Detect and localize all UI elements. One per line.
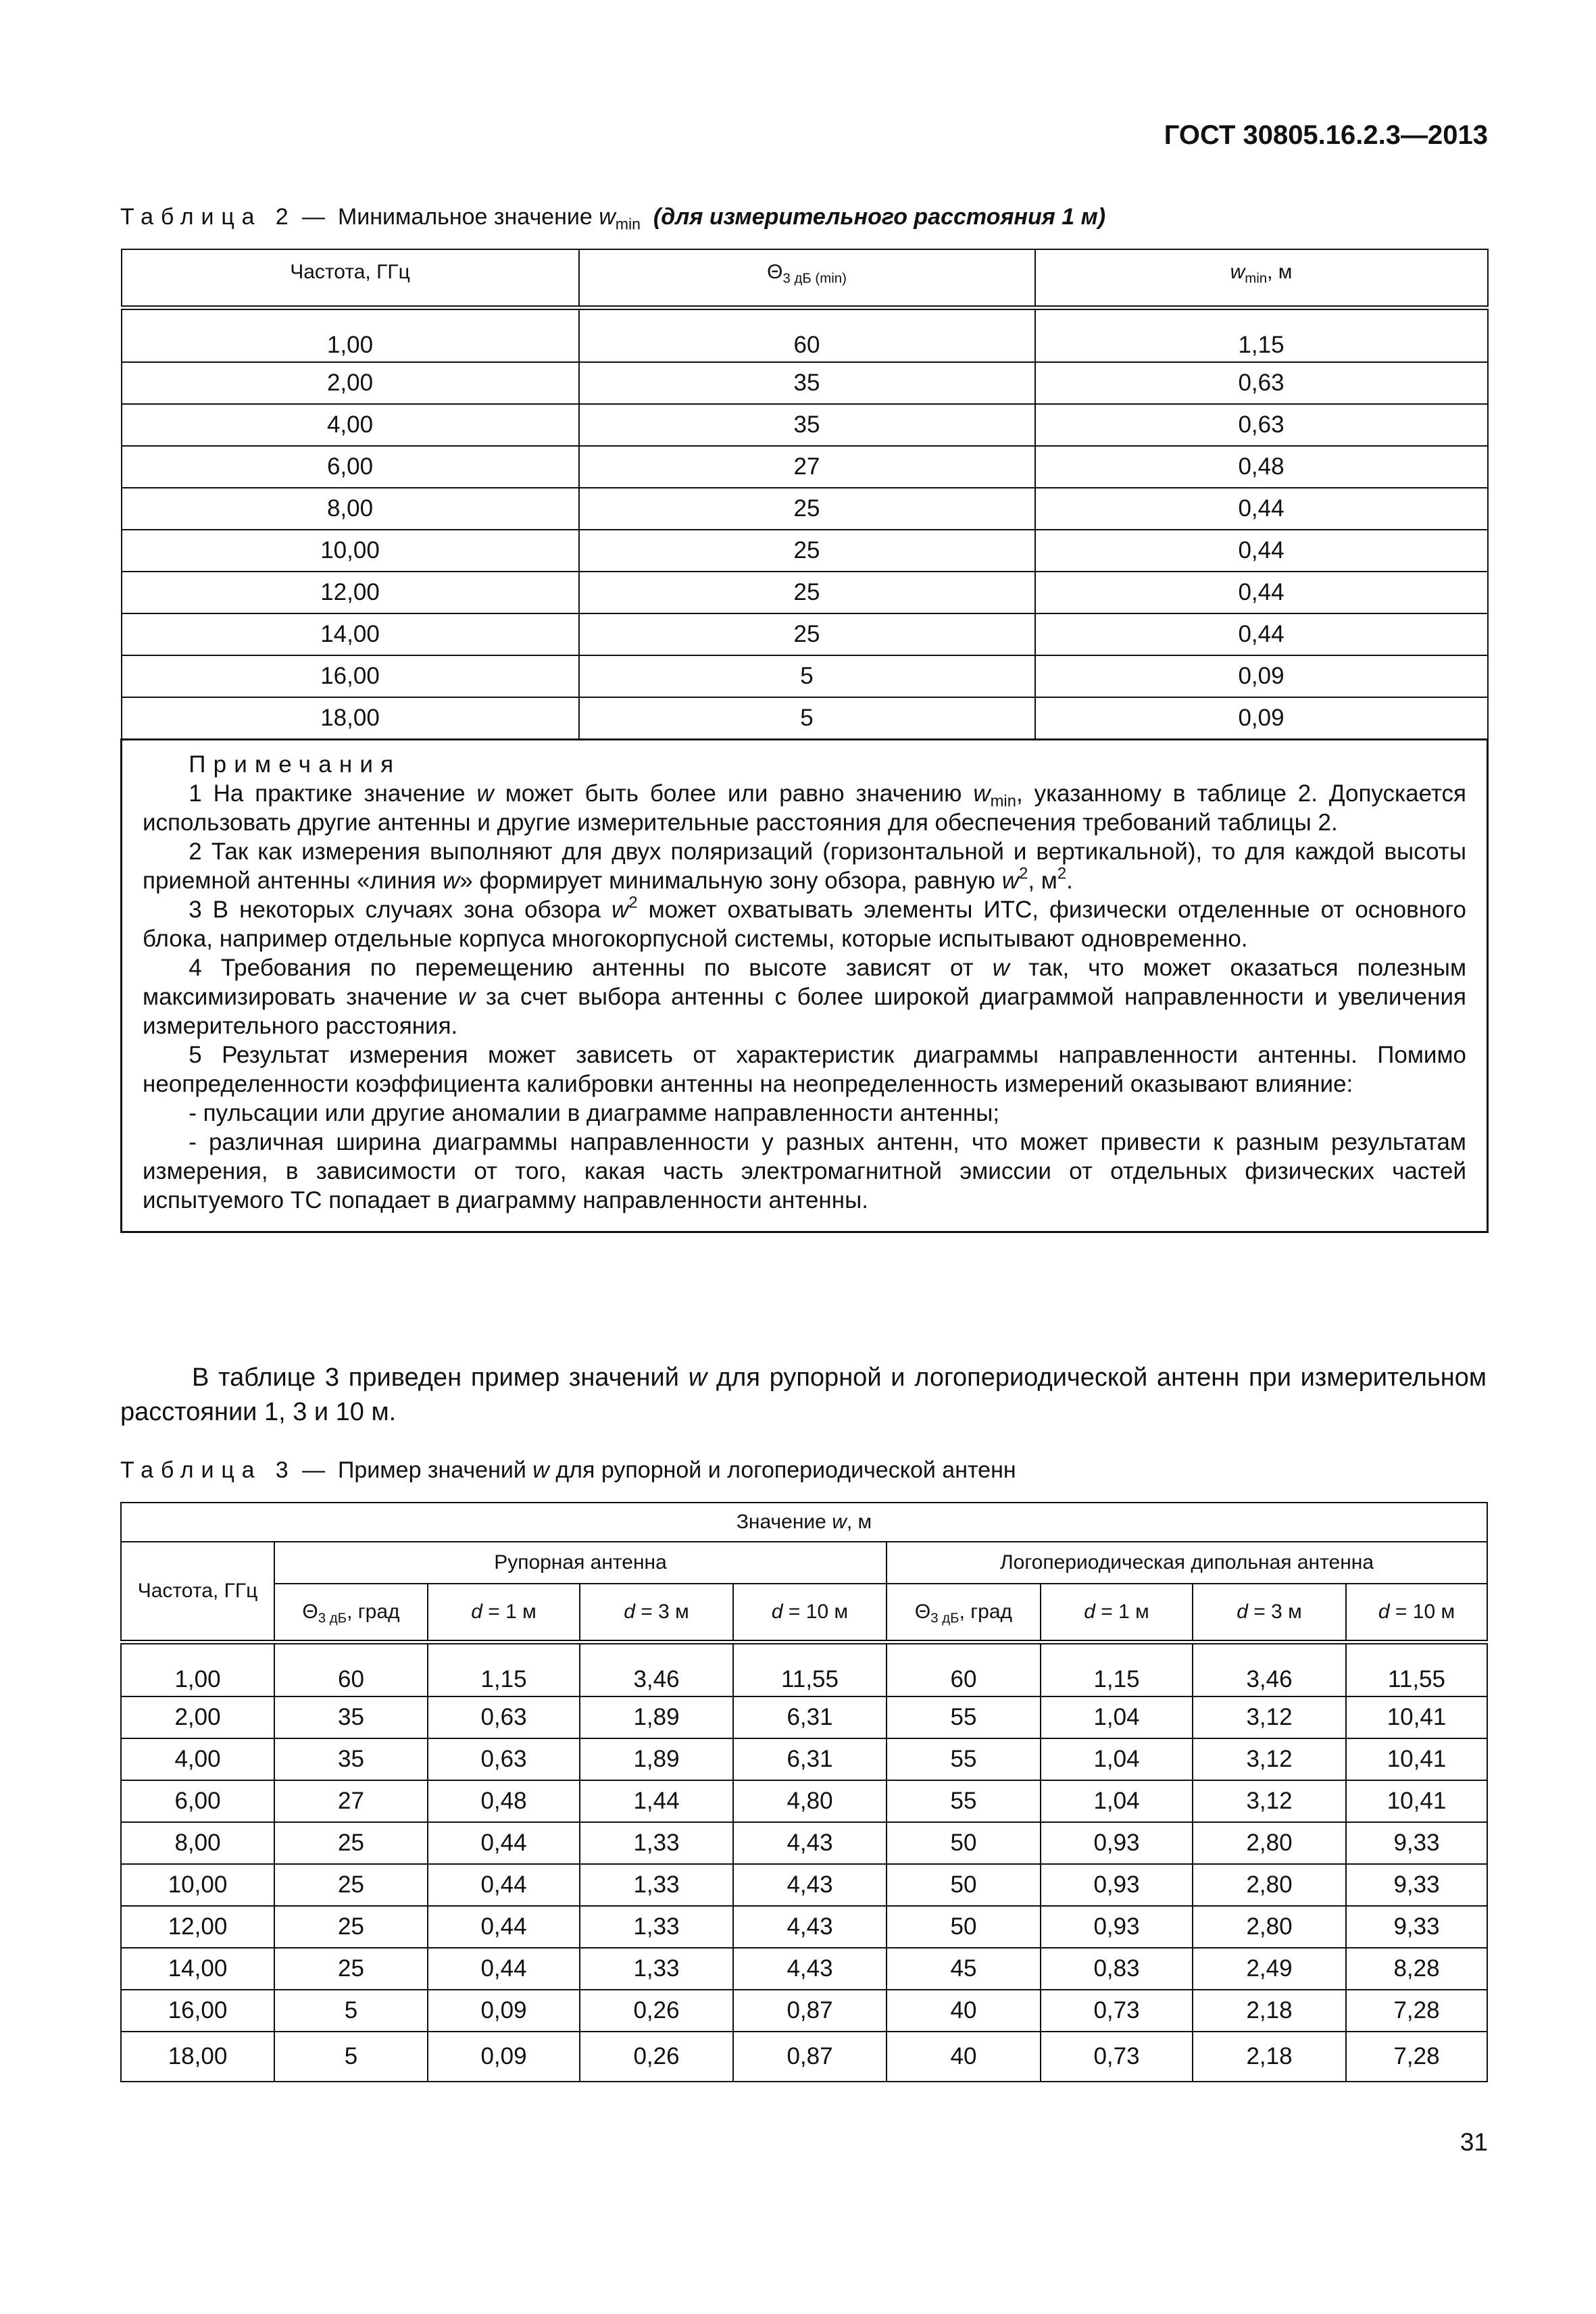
page-number: 31 xyxy=(1460,2128,1488,2156)
table-row xyxy=(121,1696,1487,1738)
table-cell: 0,44 xyxy=(1035,488,1488,530)
table-row xyxy=(121,1990,1487,2032)
table-cell: 45 xyxy=(887,1948,1041,1990)
table-cell: 8,28 xyxy=(1346,1948,1487,1990)
table-cell: 1,15 xyxy=(1035,308,1488,363)
table2 xyxy=(120,249,1489,1233)
table-cell: 25 xyxy=(274,1822,428,1864)
table-row xyxy=(122,488,1488,530)
table-cell: 6,31 xyxy=(733,1696,887,1738)
header-lpda-d3: d = 3 м xyxy=(1193,1584,1346,1642)
table-cell: 2,00 xyxy=(121,1696,274,1738)
table-row xyxy=(121,1822,1487,1864)
table-cell: 0,44 xyxy=(1035,572,1488,613)
table-cell: 1,00 xyxy=(121,1642,274,1697)
table-cell: 1,33 xyxy=(580,1906,733,1948)
table2-header-row xyxy=(122,249,1488,308)
table-cell: 0,44 xyxy=(428,1822,580,1864)
table-cell: 25 xyxy=(579,530,1035,572)
table-cell: 7,28 xyxy=(1346,2032,1487,2082)
table-cell: 8,00 xyxy=(121,1822,274,1864)
table2-caption-qualifier: (для измерительного расстояния 1 м) xyxy=(653,204,1106,230)
table-cell: 25 xyxy=(579,613,1035,655)
table-cell: 0,44 xyxy=(428,1948,580,1990)
header-horn-d3: d = 3 м xyxy=(580,1584,733,1642)
table-cell: 6,00 xyxy=(122,446,579,488)
w-symbol: w xyxy=(599,204,616,230)
table-cell: 1,04 xyxy=(1041,1780,1193,1822)
table-cell: 2,80 xyxy=(1193,1822,1346,1864)
header-lpda-d1: d = 1 м xyxy=(1041,1584,1193,1642)
table2-body xyxy=(122,308,1488,740)
table-cell: 25 xyxy=(274,1906,428,1948)
header-lpda-d10: d = 10 м xyxy=(1346,1584,1487,1642)
table-cell: 12,00 xyxy=(122,572,579,613)
table-cell: 14,00 xyxy=(121,1948,274,1990)
header-horn-theta: $\Theta_{3 дБ}$, град xyxy=(274,1584,428,1642)
table-cell: 1,89 xyxy=(580,1696,733,1738)
table2-notes-row xyxy=(122,740,1488,1232)
table-cell: 0,93 xyxy=(1041,1864,1193,1906)
table-row xyxy=(121,1642,1487,1697)
table-cell: 4,43 xyxy=(733,1822,887,1864)
table-cell: 2,80 xyxy=(1193,1864,1346,1906)
table2-caption-text: Минимальное значение xyxy=(337,204,593,230)
table-cell: 2,18 xyxy=(1193,2032,1346,2082)
table-cell: 0,44 xyxy=(1035,530,1488,572)
table-cell: 0,87 xyxy=(733,2032,887,2082)
table-cell: 10,00 xyxy=(122,530,579,572)
table-cell: 7,28 xyxy=(1346,1990,1487,2032)
table-cell: 55 xyxy=(887,1696,1041,1738)
table-cell: 14,00 xyxy=(122,613,579,655)
table-cell: 1,00 xyxy=(122,308,579,363)
table-cell: 2,00 xyxy=(122,362,579,404)
note-4: 4 Требования по перемещению антенны по высоте зависят от w так, что может оказаться полезным максимизировать значение w за счет выбора антенны с более широкой диаграммой направленности и увеличения измерительного расстояния. xyxy=(143,955,1467,1039)
table-cell: 9,33 xyxy=(1346,1864,1487,1906)
table-cell: 18,00 xyxy=(122,697,579,740)
caption-dash: — xyxy=(302,204,326,230)
w-symbol: w xyxy=(532,1457,549,1483)
table-cell: 0,44 xyxy=(428,1906,580,1948)
table-cell: 3,46 xyxy=(580,1642,733,1697)
table-cell: 25 xyxy=(579,572,1035,613)
table-cell: 4,43 xyxy=(733,1906,887,1948)
table-cell: 2,18 xyxy=(1193,1990,1346,2032)
table-cell: 0,83 xyxy=(1041,1948,1193,1990)
table-cell: 0,63 xyxy=(428,1696,580,1738)
table-cell: 4,00 xyxy=(122,404,579,446)
table-cell: 1,89 xyxy=(580,1738,733,1780)
table-cell: 10,41 xyxy=(1346,1696,1487,1738)
table-row xyxy=(121,1738,1487,1780)
table-row xyxy=(122,446,1488,488)
table-cell: 40 xyxy=(887,1990,1041,2032)
table-cell: 50 xyxy=(887,1822,1041,1864)
table-cell: 8,00 xyxy=(122,488,579,530)
table-row xyxy=(122,530,1488,572)
table-row xyxy=(121,1906,1487,1948)
table-cell: 2,49 xyxy=(1193,1948,1346,1990)
note-bullet-2: - различная ширина диаграммы направленности у разных антенн, что может привести к разным результатам измерения, в зависимости от того, какая часть электромагнитной эмиссии от отдельных физических частей испытуемого ТС попадает в диаграмму направленности антенны. xyxy=(143,1129,1466,1213)
table-cell: 0,73 xyxy=(1041,1990,1193,2032)
header-lpda-antenna: Логопериодическая дипольная антенна xyxy=(887,1542,1487,1584)
note-bullet-1: - пульсации или другие аномалии в диаграмме направленности антенны; xyxy=(189,1100,1000,1126)
table-cell: 1,44 xyxy=(580,1780,733,1822)
table-cell: 1,15 xyxy=(1041,1642,1193,1697)
table-cell: 35 xyxy=(579,404,1035,446)
note-2: 2 Так как измерения выполняют для двух поляризаций (горизонтальной и вертикальной), то для каждой высоты приемной антенны «линия w» формирует минимальную зону обзора, равную $w^2$, $м^2$. xyxy=(143,838,1466,894)
table2-notes xyxy=(122,740,1488,1232)
table-cell: 4,43 xyxy=(733,1864,887,1906)
note-5: 5 Результат измерения может зависеть от характеристик диаграммы направленности антенны. Помимо неопределенности коэффициента калибровки антенны на неопределенность измерений оказывают влияние: xyxy=(143,1042,1466,1097)
header-frequency: Частота, ГГц xyxy=(122,249,579,308)
table3-body xyxy=(121,1642,1487,2082)
notes-heading: Примечания xyxy=(189,751,401,778)
table3-header-row-1 xyxy=(121,1503,1487,1542)
table-row xyxy=(122,655,1488,697)
body-paragraph: В таблице 3 приведен пример значений w для рупорной и логопериодической антенн при измерительном расстоянии 1, 3 и 10 м. xyxy=(120,1363,1487,1426)
table-cell: 11,55 xyxy=(733,1642,887,1697)
table-cell: 10,41 xyxy=(1346,1738,1487,1780)
header-frequency: Частота, ГГц xyxy=(121,1542,274,1642)
table-cell: 6,31 xyxy=(733,1738,887,1780)
header-lpda-theta: $\Theta_{3 дБ}$, град xyxy=(887,1584,1041,1642)
table-cell: 0,87 xyxy=(733,1990,887,2032)
table-row xyxy=(121,1780,1487,1822)
table-cell: 55 xyxy=(887,1738,1041,1780)
table-cell: 4,00 xyxy=(121,1738,274,1780)
table-cell: 1,33 xyxy=(580,1948,733,1990)
table3-header-row-2 xyxy=(121,1542,1487,1584)
table-cell: 60 xyxy=(274,1642,428,1697)
table-cell: 35 xyxy=(274,1738,428,1780)
table-cell: 5 xyxy=(579,697,1035,740)
table-cell: 5 xyxy=(579,655,1035,697)
table-cell: 1,04 xyxy=(1041,1696,1193,1738)
table-cell: 9,33 xyxy=(1346,1822,1487,1864)
table-row xyxy=(122,697,1488,740)
table-cell: 2,80 xyxy=(1193,1906,1346,1948)
table-cell: 35 xyxy=(579,362,1035,404)
table-cell: 0,26 xyxy=(580,2032,733,2082)
table-cell: 0,63 xyxy=(1035,362,1488,404)
table-cell: 3,12 xyxy=(1193,1696,1346,1738)
table-cell: 5 xyxy=(274,1990,428,2032)
note-3: 3 В некоторых случаях зона обзора $w^2$ может охватывать элементы ИТС, физически отделенные от основного блока, например отдельные корпуса многокорпусной системы, которые испытывают одновременно. xyxy=(143,893,1466,952)
table-cell: 25 xyxy=(579,488,1035,530)
table-cell: 0,44 xyxy=(1035,613,1488,655)
table-cell: 50 xyxy=(887,1906,1041,1948)
table3-caption: Таблица 3 — Пример значений w для рупорной и логопериодической антенн xyxy=(120,1457,1016,1483)
table-cell: 3,12 xyxy=(1193,1780,1346,1822)
table-cell: 0,09 xyxy=(428,1990,580,2032)
table-cell: 0,48 xyxy=(1035,446,1488,488)
table-cell: 25 xyxy=(274,1864,428,1906)
table-row xyxy=(122,404,1488,446)
table-cell: 5 xyxy=(274,2032,428,2082)
header-horn-d10: d = 10 м xyxy=(733,1584,887,1642)
table-cell: 27 xyxy=(274,1780,428,1822)
table-cell: 35 xyxy=(274,1696,428,1738)
table-cell: 0,09 xyxy=(1035,697,1488,740)
table-cell: 11,55 xyxy=(1346,1642,1487,1697)
table-cell: 0,93 xyxy=(1041,1906,1193,1948)
table-cell: 0,63 xyxy=(428,1738,580,1780)
table3 xyxy=(120,1502,1488,2082)
header-horn-d1: d = 1 м xyxy=(428,1584,580,1642)
table-cell: 4,43 xyxy=(733,1948,887,1990)
table-cell: 0,44 xyxy=(428,1864,580,1906)
header-value-w: Значение w, м xyxy=(121,1503,1487,1542)
table-cell: 1,15 xyxy=(428,1642,580,1697)
table-cell: 0,63 xyxy=(1035,404,1488,446)
table-row xyxy=(122,362,1488,404)
table-cell: 0,93 xyxy=(1041,1822,1193,1864)
table2-caption xyxy=(120,204,1106,233)
table-cell: 0,48 xyxy=(428,1780,580,1822)
document-code: ГОСТ 30805.16.2.3—2013 xyxy=(1164,120,1488,150)
table-cell: 0,09 xyxy=(428,2032,580,2082)
table-cell: 50 xyxy=(887,1864,1041,1906)
table-row xyxy=(121,1864,1487,1906)
table-row xyxy=(122,308,1488,363)
caption-dash: — xyxy=(302,1457,326,1483)
table-row xyxy=(121,2032,1487,2082)
table-cell: 6,00 xyxy=(121,1780,274,1822)
w-subscript: min xyxy=(615,215,641,233)
table-cell: 3,46 xyxy=(1193,1642,1346,1697)
table-cell: 40 xyxy=(887,2032,1041,2082)
table-cell: 0,73 xyxy=(1041,2032,1193,2082)
table-cell: 16,00 xyxy=(121,1990,274,2032)
table3-label: Таблица 3 xyxy=(120,1457,296,1483)
table-cell: 1,33 xyxy=(580,1864,733,1906)
table-row xyxy=(121,1948,1487,1990)
table-cell: 0,09 xyxy=(1035,655,1488,697)
table2-label: Таблица 2 xyxy=(120,204,296,230)
table-cell: 60 xyxy=(887,1642,1041,1697)
table-cell: 55 xyxy=(887,1780,1041,1822)
table-cell: 25 xyxy=(274,1948,428,1990)
header-horn-antenna: Рупорная антенна xyxy=(274,1542,887,1584)
table-cell: 3,12 xyxy=(1193,1738,1346,1780)
table-cell: 1,33 xyxy=(580,1822,733,1864)
table-cell: 10,00 xyxy=(121,1864,274,1906)
table3-header-row-3 xyxy=(121,1584,1487,1642)
table-cell: 60 xyxy=(579,308,1035,363)
note-1: 1 На практике значение w может быть более или равно значению $w_{min}$, указанному в таблице 2. Допускается использовать другие антенны и другие измерительные расстояния для обеспечения требований таблицы 2. xyxy=(143,780,1466,836)
table-row xyxy=(122,613,1488,655)
table-cell: 4,80 xyxy=(733,1780,887,1822)
header-wmin: $w_{min}$, м xyxy=(1035,249,1488,308)
table-cell: 10,41 xyxy=(1346,1780,1487,1822)
table-cell: 18,00 xyxy=(121,2032,274,2082)
table-cell: 27 xyxy=(579,446,1035,488)
table-cell: 16,00 xyxy=(122,655,579,697)
header-theta: $\Theta_{3 дБ (min)}$ xyxy=(579,249,1035,308)
table-cell: 1,04 xyxy=(1041,1738,1193,1780)
table-cell: 0,26 xyxy=(580,1990,733,2032)
table-cell: 12,00 xyxy=(121,1906,274,1948)
table-cell: 9,33 xyxy=(1346,1906,1487,1948)
table-row xyxy=(122,572,1488,613)
